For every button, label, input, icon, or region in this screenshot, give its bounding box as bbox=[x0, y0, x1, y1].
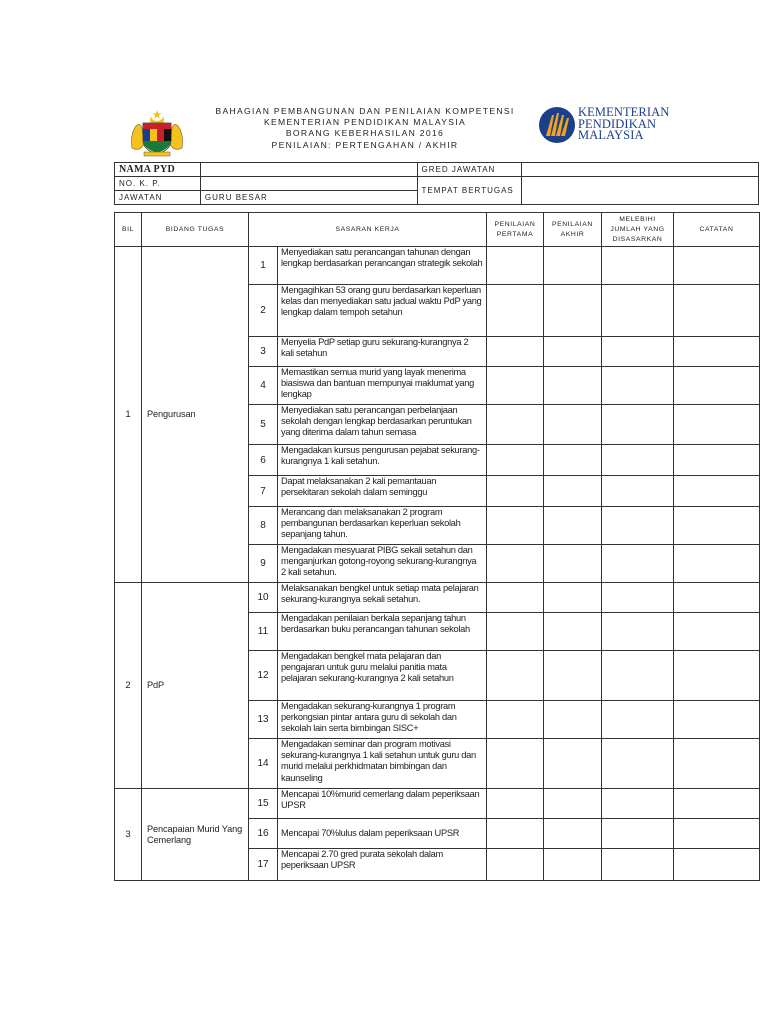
melebihi-cell[interactable] bbox=[602, 819, 674, 849]
penilaian-pertama-cell[interactable] bbox=[487, 285, 544, 337]
item-text: Melaksanakan bengkel untuk setiap mata pelajaran sekurang-kurangnya sekali setahun. bbox=[278, 583, 487, 613]
penilaian-pertama-cell[interactable] bbox=[487, 849, 544, 881]
nokp-field[interactable] bbox=[200, 177, 417, 191]
header-line-4: PENILAIAN: PERTENGAHAN / AKHIR bbox=[271, 139, 459, 150]
penilaian-pertama-cell[interactable] bbox=[487, 247, 544, 285]
penilaian-akhir-cell[interactable] bbox=[544, 445, 602, 476]
penilaian-pertama-cell[interactable] bbox=[487, 507, 544, 545]
header-sasaran-kerja: SASARAN KERJA bbox=[249, 213, 487, 247]
penilaian-akhir-cell[interactable] bbox=[544, 789, 602, 819]
table-row bbox=[115, 247, 760, 285]
penilaian-pertama-cell[interactable] bbox=[487, 445, 544, 476]
penilaian-pertama-cell[interactable] bbox=[487, 405, 544, 445]
catatan-cell[interactable] bbox=[674, 405, 760, 445]
penilaian-akhir-cell[interactable] bbox=[544, 545, 602, 583]
item-text: Mengadakan bengkel mata pelajaran dan pengajaran untuk guru melalui panitia mata pelajaran sekurang-kurangnya 2 kali setahun bbox=[278, 651, 487, 701]
section-bidang: Pengurusan bbox=[142, 247, 249, 583]
table-row bbox=[115, 583, 760, 613]
penilaian-akhir-cell[interactable] bbox=[544, 613, 602, 651]
item-number: 16 bbox=[249, 819, 278, 849]
catatan-cell[interactable] bbox=[674, 247, 760, 285]
header-catatan: CATATAN bbox=[674, 213, 760, 247]
item-number: 2 bbox=[249, 285, 278, 337]
section-bidang: Pencapaian Murid Yang Cemerlang bbox=[142, 789, 249, 881]
catatan-cell[interactable] bbox=[674, 849, 760, 881]
item-number: 10 bbox=[249, 583, 278, 613]
catatan-cell[interactable] bbox=[674, 701, 760, 739]
item-number: 17 bbox=[249, 849, 278, 881]
penilaian-pertama-cell[interactable] bbox=[487, 583, 544, 613]
melebihi-cell[interactable] bbox=[602, 367, 674, 405]
penilaian-pertama-cell[interactable] bbox=[487, 545, 544, 583]
penilaian-akhir-cell[interactable] bbox=[544, 247, 602, 285]
melebihi-cell[interactable] bbox=[602, 445, 674, 476]
item-text: Mengadakan mesyuarat PIBG sekali setahun dan menganjurkan gotong-royong sekurang-kurangnya 2 kali setahun. bbox=[278, 545, 487, 583]
item-number: 5 bbox=[249, 405, 278, 445]
item-text: Mengadakan seminar dan program motivasi sekurang-kurangnya 1 kali setahun untuk guru dan murid melalui perkhidmatan bimbingan dan kaunseling bbox=[278, 739, 487, 789]
kpm-emblem-icon bbox=[538, 106, 576, 144]
penilaian-akhir-cell[interactable] bbox=[544, 337, 602, 367]
tempat-bertugas-label: TEMPAT BERTUGAS bbox=[417, 177, 522, 205]
item-number: 9 bbox=[249, 545, 278, 583]
kpm-logo-text bbox=[578, 107, 669, 142]
tempat-bertugas-field[interactable] bbox=[522, 177, 759, 205]
item-text: Merancang dan melaksanakan 2 program pembangunan berdasarkan keperluan sekolah sepanjang tahun. bbox=[278, 507, 487, 545]
melebihi-cell[interactable] bbox=[602, 337, 674, 367]
penilaian-pertama-cell[interactable] bbox=[487, 367, 544, 405]
table-header-row bbox=[115, 213, 760, 247]
catatan-cell[interactable] bbox=[674, 583, 760, 613]
penilaian-akhir-cell[interactable] bbox=[544, 476, 602, 507]
melebihi-cell[interactable] bbox=[602, 405, 674, 445]
header-line-3: BORANG KEBERHASILAN 2016 bbox=[285, 128, 445, 139]
item-text: Mengagihkan 53 orang guru berdasarkan keperluan kelas dan menyediakan satu jadual waktu PdP yang lengkap dalam tempoh setahun bbox=[278, 285, 487, 337]
melebihi-cell[interactable] bbox=[602, 613, 674, 651]
item-number: 14 bbox=[249, 739, 278, 789]
catatan-cell[interactable] bbox=[674, 545, 760, 583]
nama-pyd-label: NAMA PYD bbox=[115, 163, 201, 177]
item-text: Mencapai 10%murid cemerlang dalam peperiksaan UPSR bbox=[278, 789, 487, 819]
item-text: Mengadakan sekurang-kurangnya 1 program perkongsian pintar antara guru di sekolah dan sekolah lain serta bimbingan SISC+ bbox=[278, 701, 487, 739]
penilaian-pertama-cell[interactable] bbox=[487, 651, 544, 701]
section-bidang: PdP bbox=[142, 583, 249, 789]
jawatan-label: JAWATAN bbox=[115, 191, 201, 205]
item-number: 3 bbox=[249, 337, 278, 367]
melebihi-cell[interactable] bbox=[602, 476, 674, 507]
item-text: Menyediakan satu perancangan tahunan dengan lengkap berdasarkan perancangan strategik sekolah bbox=[278, 247, 487, 285]
item-number: 15 bbox=[249, 789, 278, 819]
penilaian-pertama-cell[interactable] bbox=[487, 739, 544, 789]
jawatan-field[interactable]: GURU BESAR bbox=[200, 191, 417, 205]
item-number: 8 bbox=[249, 507, 278, 545]
nokp-label: NO. K. P. bbox=[115, 177, 201, 191]
melebihi-cell[interactable] bbox=[602, 247, 674, 285]
penilaian-akhir-cell[interactable] bbox=[544, 507, 602, 545]
penilaian-pertama-cell[interactable] bbox=[487, 337, 544, 367]
penilaian-akhir-cell[interactable] bbox=[544, 405, 602, 445]
item-number: 4 bbox=[249, 367, 278, 405]
kpm-logo-line-3: MALAYSIA bbox=[578, 128, 644, 142]
penilaian-akhir-cell[interactable] bbox=[544, 819, 602, 849]
header-line-2: KEMENTERIAN PENDIDIKAN MALAYSIA bbox=[263, 117, 467, 128]
melebihi-cell[interactable] bbox=[602, 507, 674, 545]
header-bil: BIL bbox=[115, 213, 142, 247]
melebihi-cell[interactable] bbox=[602, 701, 674, 739]
section-bil: 3 bbox=[115, 789, 142, 881]
melebihi-cell[interactable] bbox=[602, 739, 674, 789]
penilaian-pertama-cell[interactable] bbox=[487, 789, 544, 819]
header-penilaian-pertama: PENILAIAN PERTAMA bbox=[487, 213, 544, 247]
penilaian-akhir-cell[interactable] bbox=[544, 701, 602, 739]
item-text: Menyelia PdP setiap guru sekurang-kurangnya 2 kali setahun bbox=[278, 337, 487, 367]
item-text: Mencapai 70%lulus dalam peperiksaan UPSR bbox=[278, 819, 487, 849]
melebihi-cell[interactable] bbox=[602, 545, 674, 583]
header-penilaian-akhir: PENILAIAN AKHIR bbox=[544, 213, 602, 247]
item-number: 1 bbox=[249, 247, 278, 285]
catatan-cell[interactable] bbox=[674, 367, 760, 405]
kpm-logo-line-2: PENDIDIKAN bbox=[578, 116, 657, 131]
catatan-cell[interactable] bbox=[674, 789, 760, 819]
pyd-info-table bbox=[114, 162, 759, 205]
item-number: 7 bbox=[249, 476, 278, 507]
section-bil: 2 bbox=[115, 583, 142, 789]
item-number: 11 bbox=[249, 613, 278, 651]
item-text: Dapat melaksanakan 2 kali pemantauan persekitaran sekolah dalam seminggu bbox=[278, 476, 487, 507]
header-melebihi: MELEBIHI JUMLAH YANG DISASARKAN bbox=[602, 213, 674, 247]
item-text: Mencapai 2.70 gred purata sekolah dalam peperiksaan UPSR bbox=[278, 849, 487, 881]
header-bidang-tugas: BIDANG TUGAS bbox=[142, 213, 249, 247]
melebihi-cell[interactable] bbox=[602, 849, 674, 881]
catatan-cell[interactable] bbox=[674, 651, 760, 701]
catatan-cell[interactable] bbox=[674, 739, 760, 789]
catatan-cell[interactable] bbox=[674, 285, 760, 337]
penilaian-akhir-cell[interactable] bbox=[544, 285, 602, 337]
penilaian-pertama-cell[interactable] bbox=[487, 613, 544, 651]
gred-jawatan-label: GRED JAWATAN bbox=[417, 163, 522, 177]
penilaian-pertama-cell[interactable] bbox=[487, 819, 544, 849]
sasaran-kerja-table bbox=[114, 212, 760, 881]
penilaian-akhir-cell[interactable] bbox=[544, 583, 602, 613]
table-row bbox=[115, 789, 760, 819]
penilaian-pertama-cell[interactable] bbox=[487, 476, 544, 507]
item-text: Menyediakan satu perancangan perbelanjaan sekolah dengan lengkap berdasarkan peruntukan yang diterima dalam tahun semasa bbox=[278, 405, 487, 445]
item-text: Memastikan semua murid yang layak menerima biasiswa dan bantuan mempunyai maklumat yang lengkap bbox=[278, 367, 487, 405]
penilaian-pertama-cell[interactable] bbox=[487, 701, 544, 739]
item-text: Mengadakan penilaian berkala sepanjang tahun berdasarkan buku perancangan tahunan sekolah bbox=[278, 613, 487, 651]
item-text: Mengadakan kursus pengurusan pejabat sekurang-kurangnya 1 kali setahun. bbox=[278, 445, 487, 476]
melebihi-cell[interactable] bbox=[602, 285, 674, 337]
penilaian-akhir-cell[interactable] bbox=[544, 367, 602, 405]
catatan-cell[interactable] bbox=[674, 613, 760, 651]
catatan-cell[interactable] bbox=[674, 445, 760, 476]
form-header bbox=[0, 100, 768, 160]
item-number: 6 bbox=[249, 445, 278, 476]
gred-jawatan-field[interactable] bbox=[522, 163, 759, 177]
melebihi-cell[interactable] bbox=[602, 789, 674, 819]
catatan-cell[interactable] bbox=[674, 476, 760, 507]
catatan-cell[interactable] bbox=[674, 507, 760, 545]
item-number: 12 bbox=[249, 651, 278, 701]
kpm-logo bbox=[538, 106, 698, 146]
nama-pyd-field[interactable] bbox=[200, 163, 417, 177]
item-number: 13 bbox=[249, 701, 278, 739]
form-title-block bbox=[190, 106, 540, 151]
catatan-cell[interactable] bbox=[674, 337, 760, 367]
header-line-1: BAHAGIAN PEMBANGUNAN DAN PENILAIAN KOMPETENSI bbox=[215, 106, 515, 116]
penilaian-akhir-cell[interactable] bbox=[544, 849, 602, 881]
catatan-cell[interactable] bbox=[674, 819, 760, 849]
melebihi-cell[interactable] bbox=[602, 651, 674, 701]
melebihi-cell[interactable] bbox=[602, 583, 674, 613]
penilaian-akhir-cell[interactable] bbox=[544, 651, 602, 701]
penilaian-akhir-cell[interactable] bbox=[544, 739, 602, 789]
section-bil: 1 bbox=[115, 247, 142, 583]
jata-negara-crest-icon bbox=[128, 108, 186, 158]
kpm-logo-line-1: KEMENTERIAN bbox=[578, 105, 670, 119]
